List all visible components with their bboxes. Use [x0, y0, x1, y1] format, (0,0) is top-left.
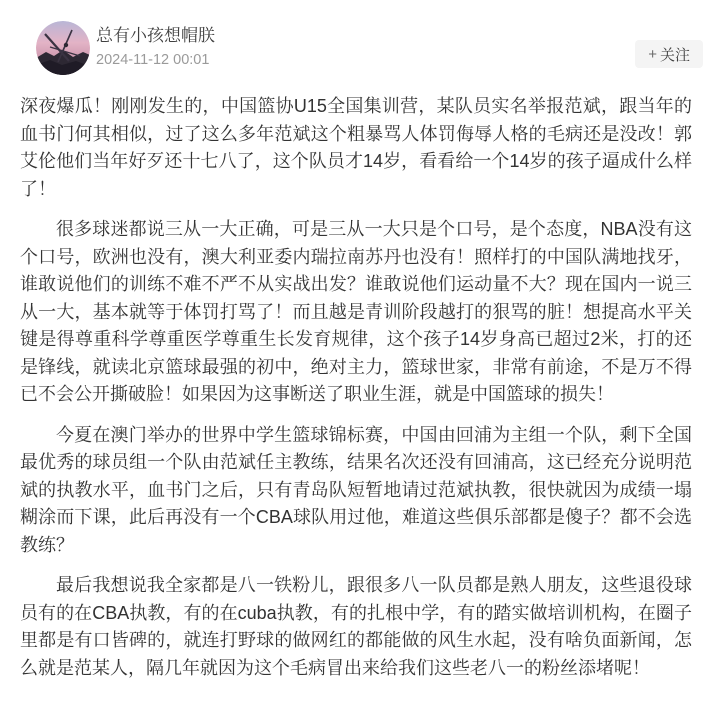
post-header — [0, 0, 712, 80]
follow-button[interactable] — [635, 40, 703, 68]
post-paragraph: 深夜爆瓜！刚刚发生的，中国篮协U15全国集训营，某队员实名举报范斌，跟当年的血书门何其相似，过了这么多年范斌这个粗暴骂人体罚侮辱人格的毛病还是没改！郭艾伦他们当年好歹还十七八了，这个队员才14岁，看看给一个14岁的孩子逼成什么样了！ — [20, 96, 692, 199]
avatar[interactable] — [36, 21, 90, 75]
post-body — [20, 93, 692, 682]
follow-button-label: 关注 — [659, 46, 690, 64]
avatar-image — [36, 21, 90, 75]
post-paragraph: 今夏在澳门举办的世界中学生篮球锦标赛，中国由回浦为主组一个队，剩下全国最优秀的球员组一个队由范斌任主教练，结果名次还没有回浦高，这已经充分说明范斌的执教水平，血书门之后，只有青岛队短暂地请过范斌执教，很快就因为成绩一塌糊涂而下课，此后再没有一个CBA球队用过他，难道这些俱乐部都是傻子？都不会选教练？ — [20, 424, 692, 555]
username[interactable]: 总有小孩想帽朕 — [96, 26, 215, 45]
plus-icon: + — [648, 45, 657, 63]
post-timestamp: 2024-11-12 00:01 — [96, 52, 210, 68]
post-paragraph: 很多球迷都说三从一大正确，可是三从一大只是个口号，是个态度，NBA没有这个口号，欧洲也没有，澳大利亚委内瑞拉南苏丹也没有！照样打的中国队满地找牙，谁敢说他们的训练不难不严不从实战出发？谁敢说他们运动量不大？现在国内一说三从一大，基本就等于体罚打骂了！而且越是青训阶段越打的狠骂的脏！想提高水平关键是得尊重科学尊重医学尊重生长发育规律，这个孩子14岁身高已超过2米，打的还是锋线，就读北京篮球最强的初中，绝对主力，篮球世家，非常有前途，不是万不得已不会公开撕破脸！如果因为这事断送了职业生涯，就是中国篮球的损失！ — [20, 219, 692, 404]
post-paragraph: 最后我想说我全家都是八一铁粉儿，跟很多八一队员都是熟人朋友，这些退役球员有的在CBA执教，有的在cuba执教，有的扎根中学，有的踏实做培训机构，在圈子里都是有口皆碑的，就连打野球的做网红的都能做的风生水起，没有啥负面新闻，怎么就是范某人，隔几年就因为这个毛病冒出来给我们这些老八一的粉丝添堵呢！ — [20, 575, 692, 678]
